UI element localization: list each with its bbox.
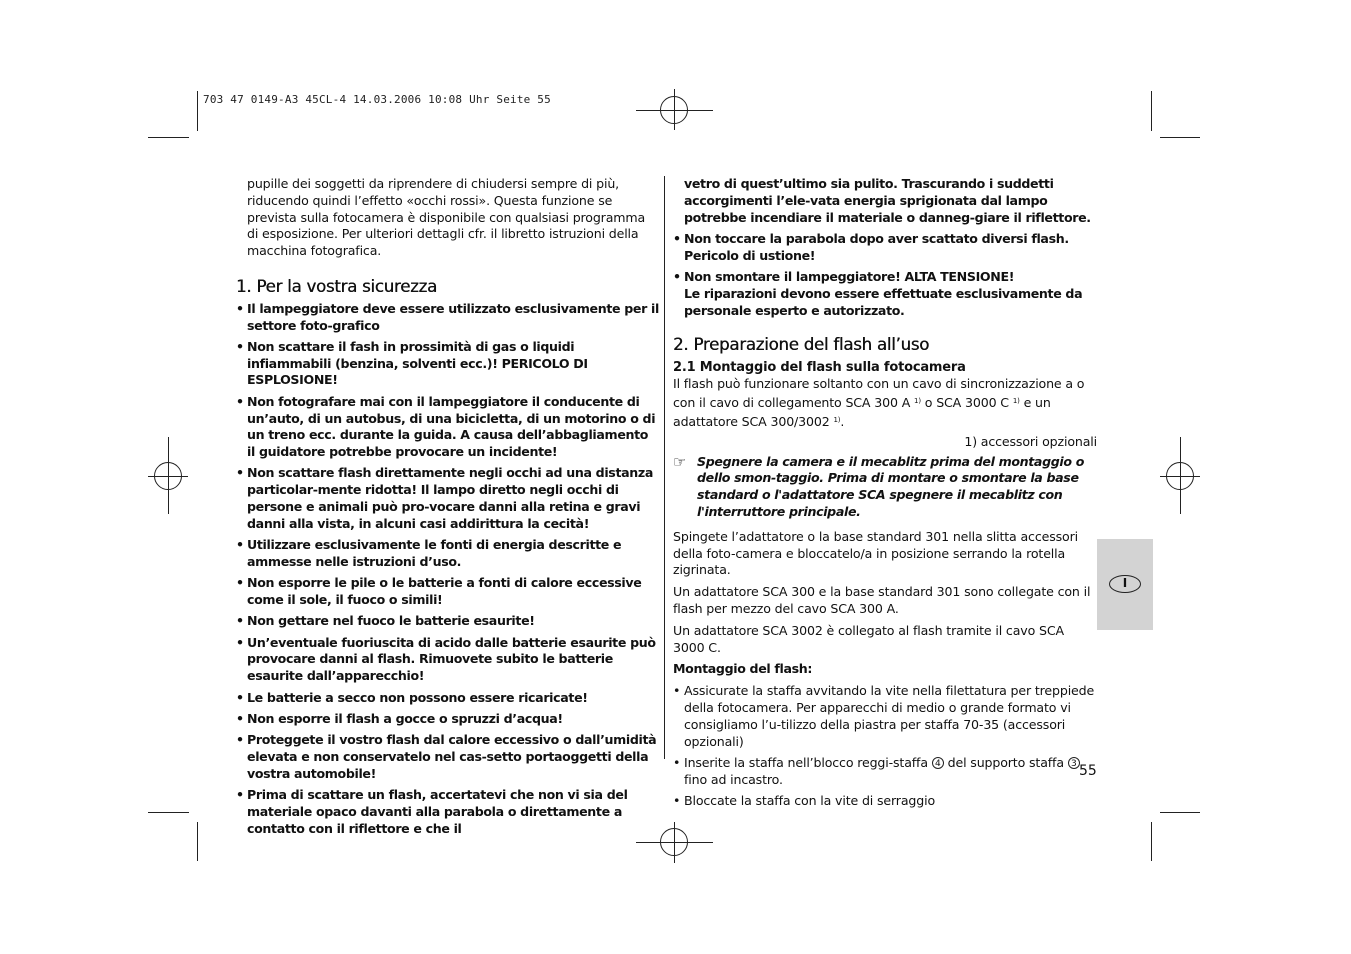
print-slug: 703 47 0149-A3 45CL-4 14.03.2006 10:08 Uhr Seite 55	[203, 93, 551, 106]
paragraph-sca3002: Un adattatore SCA 3002 è collegato al flash tramite il cavo SCA 3000 C.	[673, 622, 1064, 655]
list-item: • Non fotografare mai con il lampeggiatore il conducente di un’auto, di un autobus, di una bicicletta, di un motorino o di un treno ecc. durante la guida. A causa dell’abbagliamento il guidatore potrebbe provocare un incidente!	[236, 393, 656, 460]
part-number-4: 4	[932, 757, 944, 769]
paragraph-shoe: Spingete l’adattatore o la base standard 301 nella slitta accessori della foto-camera e bloccatelo/a in posizione serrando la rotella zigrinata.	[673, 528, 1078, 578]
right-column	[673, 176, 1097, 814]
note-block	[673, 454, 1097, 521]
list-item: • Non toccare la parabola dopo aver scattato diversi flash. Pericolo di ustione!	[673, 231, 1069, 264]
list-item: • Non gettare nel fuoco le batterie esaurite!	[236, 613, 535, 629]
page-number: 55	[1079, 763, 1097, 779]
section-title-preparation: 2. Preparazione del flash all’uso	[673, 334, 930, 354]
column-divider	[664, 176, 665, 759]
subsection-title-mounting: 2.1 Montaggio del flash sulla fotocamera	[673, 359, 966, 375]
pointing-hand-icon: ☞	[673, 452, 687, 471]
language-marker: I	[1109, 575, 1141, 593]
section-title-safety: 1. Per la vostra sicurezza	[236, 276, 437, 296]
list-item: • Bloccate la staffa con la vite di serraggio	[673, 793, 935, 808]
list-item: • Non smontare il lampeggiatore! ALTA TENSIONE! Le riparazioni devono essere effettuate esclusivamente da personale esperto e autorizzato.	[673, 269, 1083, 319]
list-item: • Proteggete il vostro flash dal calore eccessivo o dall’umidità elevata e non conservatelo nel cas-setto portaoggetti della vostra automobile!	[236, 732, 657, 781]
paragraph-cable: Il flash può funzionare soltanto con un cavo di sincronizzazione a o con il cavo di collegamento SCA 300 A $^{1)}$ o SCA 3000 C $^{1)}$ e un adattatore SCA 300/3002 $^{1)}$.	[673, 376, 1085, 430]
continued-paragraph: vetro di quest’ultimo sia pulito. Trascurando i suddetti accorgimenti l’ele-vata energia sprigionata dal lampo potrebbe incendiare il materiale o danneg-giare il riflettore.	[684, 176, 1091, 225]
list-item: • Non esporre il flash a gocce o spruzzi d’acqua!	[236, 710, 563, 726]
safety-list-continued	[673, 231, 1097, 319]
left-column	[236, 176, 659, 842]
list-item: • Inserite la staffa nell’blocco reggi-staffa 4 del supporto staffa 3 fino ad incastro.	[673, 755, 1097, 789]
paragraph-sca300: Un adattatore SCA 300 e la base standard 301 sono collegate con il flash per mezzo del cavo SCA 300 A.	[673, 584, 1091, 617]
language-tab	[1097, 539, 1153, 630]
intro-paragraph: pupille dei soggetti da riprendere di chiudersi sempre di più, riducendo quindi l’effetto «occhi rossi». Questa funzione se prevista sulla fotocamera è disponibile con qualsiasi programma di esposizione. Per ulteriori dettagli cfr. il libretto istruzioni della macchina fotografica.	[247, 176, 646, 259]
list-item: • Il lampeggiatore deve essere utilizzato esclusivamente per il settore foto-grafico	[236, 300, 659, 333]
list-item: • Le batterie a secco non possono essere ricaricate!	[236, 689, 588, 705]
list-item: • Utilizzare esclusivamente le fonti di energia descritte e ammesse nelle istruzioni d’uso.	[236, 537, 622, 569]
list-item: • Prima di scattare un flash, accertatevi che non vi sia del materiale opaco davanti alla parabola o direttamente a contatto con il riflettore e che il	[236, 787, 628, 836]
safety-list	[236, 301, 659, 838]
mounting-title: Montaggio del flash:	[673, 661, 813, 677]
list-item: • Non scattare flash direttamente negli occhi ad una distanza particolar-mente ridotta! Il lampo diretto negli occhi di persone e animali può pro-vocare danni alla retina e gravi danni alla vista, in alcuni casi addirittura la cecità!	[236, 465, 654, 531]
list-item: • Non scattare il fash in prossimità di gas o liquidi infiammabili (benzina, solventi ecc.)! PERICOLO DI ESPLOSIONE!	[236, 338, 588, 388]
list-item: • Non esporre le pile o le batterie a fonti di calore eccessive come il sole, il fuoco o simili!	[236, 575, 642, 608]
list-item: • Assicurate la staffa avvitando la vite nella filettatura per treppiede della fotocamera. Per apparecchi di medio o grande formato vi consigliamo l’u-tilizzo della piastra per staffa 70-35 (accessori opzionali)	[673, 683, 1095, 749]
footnote: 1) accessori opzionali	[964, 433, 1097, 449]
list-item: • Un’eventuale fuoriuscita di acido dalle batterie esaurite può provocare danni al flash. Rimuovete subito le batterie esaurite dall’apparecchio!	[236, 634, 656, 684]
note-text: Spegnere la camera e il mecablitz prima del montaggio o dello smon-taggio. Prima di montare o smontare la base standard o l'adattatore SCA spegnere il mecablitz con l'interruttore principale.	[697, 453, 1085, 520]
mounting-list	[673, 683, 1097, 810]
part-number-3: 3	[1068, 757, 1080, 769]
